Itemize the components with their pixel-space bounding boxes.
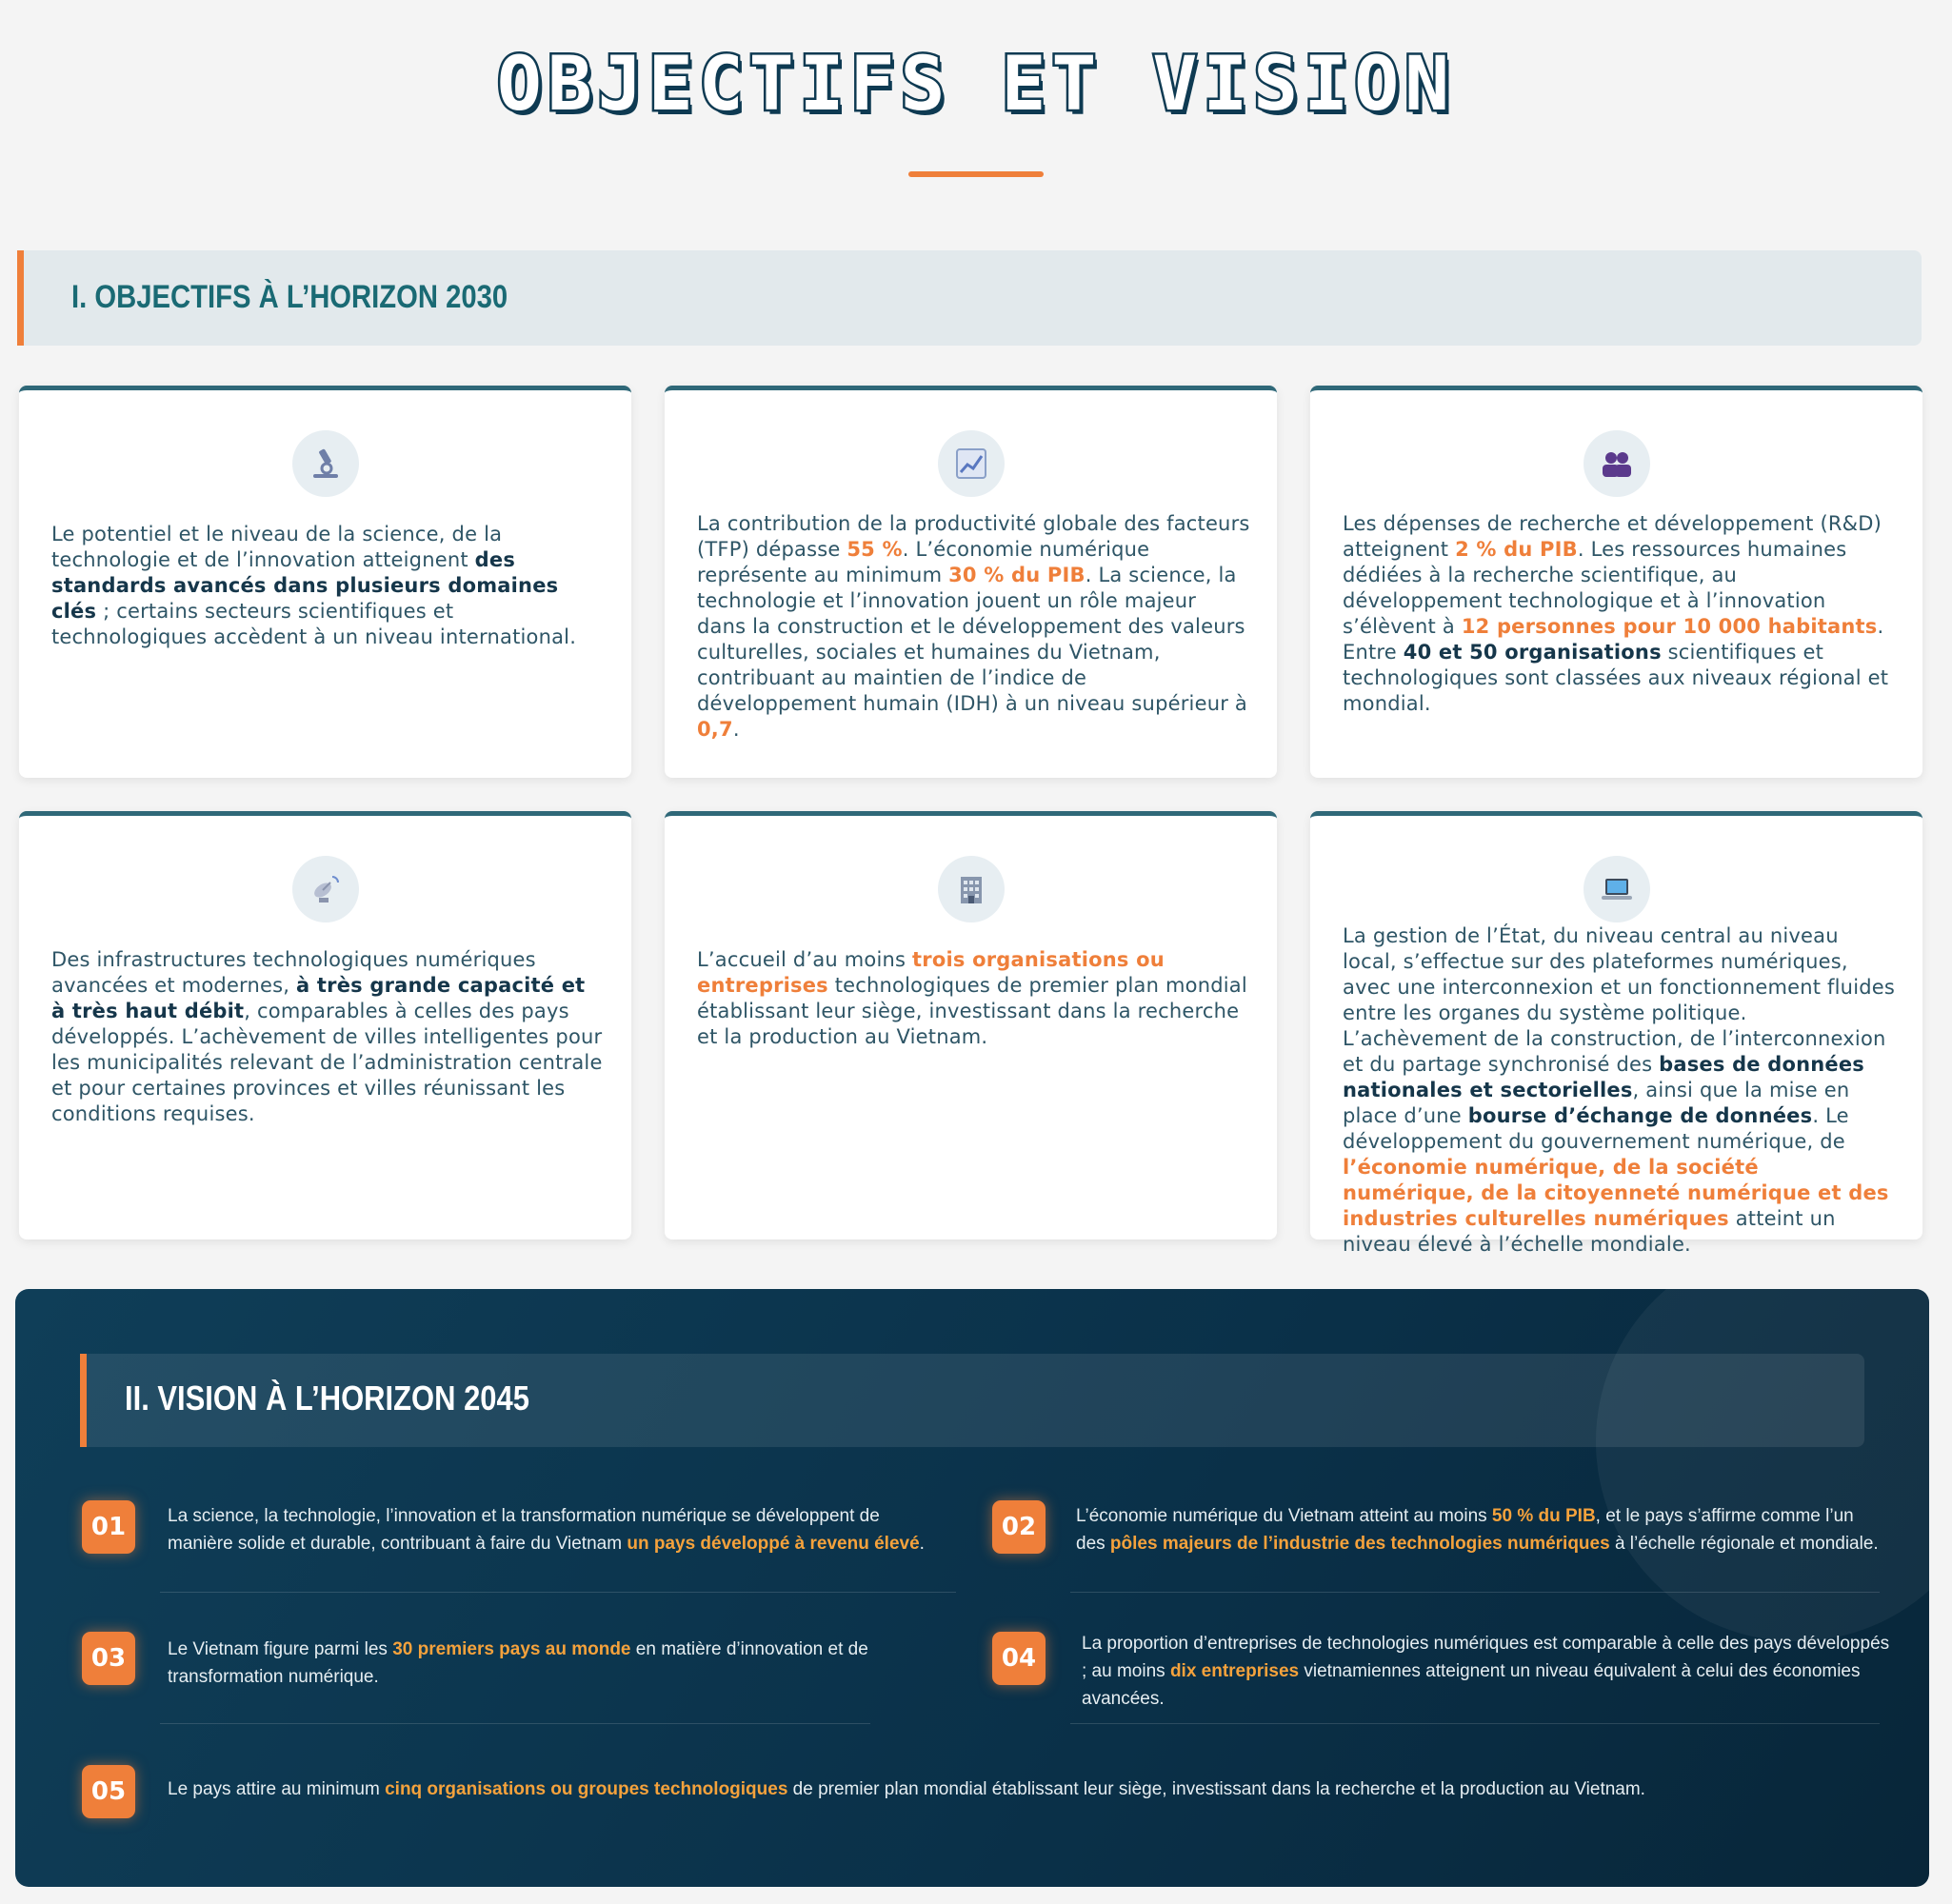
section-objectives-header xyxy=(17,250,1922,346)
vision-item-text xyxy=(168,1636,891,1691)
text-run: La science, la technologie, l’innovation et la transformation numérique se développent de manière solide et durable, contribuant à faire du Vietnam xyxy=(168,1506,880,1554)
laptop-icon xyxy=(1584,856,1650,922)
objective-text xyxy=(697,947,1250,1050)
text-run: . xyxy=(919,1534,925,1554)
text-run: Le pays attire au minimum xyxy=(168,1779,386,1799)
objective-card-governance xyxy=(1310,811,1922,1256)
vision-item-text xyxy=(1082,1630,1891,1713)
text-run: La contribution de la productivité globale des facteurs (TFP) dépasse xyxy=(697,512,1250,561)
highlight-text-run: 30 premiers pays au monde xyxy=(392,1639,631,1659)
divider xyxy=(160,1592,956,1593)
highlight-text-run: 55 % xyxy=(847,538,903,561)
objective-card-infrastructure xyxy=(19,811,631,1240)
highlight-text-run: trois organisations ou entreprises xyxy=(697,948,1165,997)
text-run: de premier plan mondial établissant leur siège, investissant dans la recherche et la production au Vietnam. xyxy=(787,1779,1645,1799)
text-run: La gestion de l’État, du niveau central au niveau local, s’effectue sur des plateformes numériques, avec une interconnexion et un fonctionnement fluides entre les organes du système politique. L’achèvement de la construction, de l’interconnexion et du partage synchronisé des xyxy=(1343,924,1896,1076)
highlight-text-run: l’économie numérique, de la société numérique, de la citoyenneté numérique et des industries culturelles numériques xyxy=(1343,1156,1889,1230)
text-run: L’accueil d’au moins xyxy=(697,948,913,971)
bold-text-run: à très grande capacité et à très haut débit xyxy=(51,974,586,1022)
people-icon xyxy=(1584,430,1650,497)
text-run: . xyxy=(732,718,740,741)
vision-number-badge: 05 xyxy=(82,1765,135,1818)
satellite-antenna-icon xyxy=(292,856,359,922)
objective-card-enterprises xyxy=(665,811,1277,1240)
highlight-text-run: un pays développé à revenu élevé xyxy=(627,1534,920,1554)
vision-number-badge: 03 xyxy=(82,1632,135,1685)
highlight-text-run: 2 % du PIB xyxy=(1455,538,1578,561)
objective-card-productivity xyxy=(665,386,1277,778)
text-run: ; certains secteurs scientifiques et technologiques accèdent à un niveau international. xyxy=(51,600,577,648)
text-run: , et le pays s’affirme comme l’un des xyxy=(1076,1506,1854,1554)
highlight-text-run: cinq organisations ou groupes technologiques xyxy=(385,1779,788,1799)
bold-text-run: bourse d’échange de données xyxy=(1467,1104,1813,1127)
bold-text-run: des standards avancés dans plusieurs domaines clés xyxy=(51,548,559,623)
text-run: scientifiques et technologiques sont classées aux niveaux régional et mondial. xyxy=(1343,641,1889,715)
vision-item-text xyxy=(168,1502,948,1557)
section-vision-header xyxy=(80,1354,1864,1447)
text-run: vietnamiennes atteignent un niveau équivalent à celui des économies avancées. xyxy=(1082,1661,1861,1709)
text-run: à l’échelle régionale et mondiale. xyxy=(1609,1534,1879,1554)
text-run: technologiques de premier plan mondial établissant leur siège, investissant dans la recherche et la production au Vietnam. xyxy=(697,974,1247,1048)
highlight-text-run: 0,7 xyxy=(697,718,733,741)
vision-number-badge: 02 xyxy=(992,1500,1046,1554)
divider xyxy=(1070,1723,1880,1724)
text-run: Le potentiel et le niveau de la science, de la technologie et de l’innovation atteignent xyxy=(51,523,503,571)
vision-number-badge: 04 xyxy=(992,1632,1046,1685)
text-run: L’économie numérique du Vietnam atteint au moins xyxy=(1076,1506,1492,1526)
section-vision-title: II. VISION À L’HORIZON 2045 xyxy=(125,1378,529,1418)
text-run: . La science, la technologie et l’innovation jouent un rôle majeur dans la construction et le développement des valeurs culturelles, sociales et humaines du Vietnam, contribuant au maintien de l’indice de développement humain (IDH) à un niveau supérieur à xyxy=(697,564,1247,715)
page-title: OBJECTIFS ET VISION xyxy=(496,42,1456,128)
text-run: Les dépenses de recherche et développement (R&D) atteignent xyxy=(1343,512,1882,561)
text-run: . Le développement du gouvernement numérique, de xyxy=(1343,1104,1849,1153)
bold-text-run: bases de données nationales et sectorielles xyxy=(1343,1053,1864,1101)
vision-panel xyxy=(15,1289,1929,1887)
highlight-text-run: pôles majeurs de l’industrie des technologies numériques xyxy=(1109,1534,1610,1554)
text-run: , ainsi que la mise en place d’une xyxy=(1343,1079,1850,1127)
objective-card-science xyxy=(19,386,631,778)
decorative-circle xyxy=(1596,1289,1929,1641)
objective-text xyxy=(1343,511,1896,717)
text-run: . Entre xyxy=(1343,615,1884,664)
divider xyxy=(160,1723,870,1724)
highlight-text-run: 12 personnes pour 10 000 habitants xyxy=(1461,615,1878,638)
text-run: . Les ressources humaines dédiées à la recherche scientifique, au développement technologique et à l’innovation s’élèvent à xyxy=(1343,538,1847,638)
text-run: , comparables à celles des pays développés. L’achèvement de villes intelligentes pour les municipalités relevant de l’administration centrale et pour certaines provinces et villes réunissant les conditions requises. xyxy=(51,1000,603,1125)
objective-text xyxy=(1343,923,1896,1258)
text-run: . L’économie numérique représente au minimum xyxy=(697,538,1150,586)
highlight-text-run: 50 % du PIB xyxy=(1491,1506,1596,1526)
chart-increasing-icon xyxy=(938,430,1005,497)
text-run: La proportion d’entreprises de technologies numériques est comparable à celle des pays développés ; au moins xyxy=(1082,1634,1890,1681)
objective-card-rnd xyxy=(1310,386,1922,778)
divider xyxy=(1070,1592,1880,1593)
text-run: en matière d’innovation et de transformation numérique. xyxy=(168,1639,868,1687)
text-run: atteint un niveau élevé à l’échelle mondiale. xyxy=(1343,1207,1836,1256)
vision-item-text xyxy=(1076,1502,1885,1557)
objective-text xyxy=(697,511,1250,743)
text-run: Des infrastructures technologiques numériques avancées et modernes, xyxy=(51,948,536,997)
office-building-icon xyxy=(938,856,1005,922)
objective-text xyxy=(51,522,605,650)
bold-text-run: 40 et 50 organisations xyxy=(1403,641,1662,664)
highlight-text-run: 30 % du PIB xyxy=(948,564,1086,586)
vision-number-badge: 01 xyxy=(82,1500,135,1554)
highlight-text-run: dix entreprises xyxy=(1169,1661,1300,1681)
microscope-icon xyxy=(292,430,359,497)
title-underline xyxy=(908,171,1044,177)
vision-item-text xyxy=(168,1775,1901,1803)
objective-text xyxy=(51,947,605,1127)
text-run: Le Vietnam figure parmi les xyxy=(168,1639,393,1659)
section-objectives-title: I. OBJECTIFS À L’HORIZON 2030 xyxy=(71,279,508,315)
